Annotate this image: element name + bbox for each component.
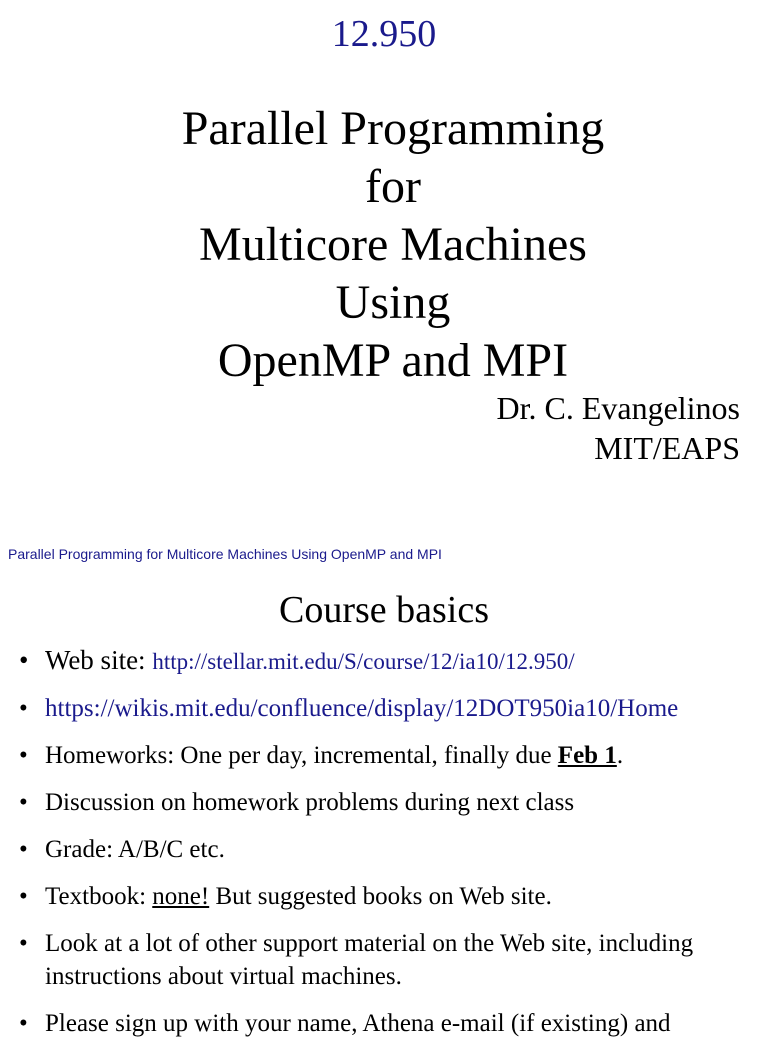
main-title (0, 100, 768, 390)
running-header: Parallel Programming for Multicore Machines Using OpenMP and MPI (8, 546, 442, 562)
title-line: Parallel Programming (181, 102, 605, 155)
web-site-link[interactable]: http://stellar.mit.edu/S/course/12/ia10/12.950/ (152, 649, 575, 674)
homeworks-text: Homeworks: One per day, incremental, finally due (45, 742, 558, 769)
title-line: Multicore Machines (199, 218, 587, 271)
slide-title: Course basics (278, 589, 490, 631)
textbook-none: none! (152, 883, 210, 910)
bullet-web-site (0, 644, 768, 678)
textbook-label: Textbook: (45, 883, 153, 910)
course-number: 12.950 (331, 13, 437, 55)
author-block (496, 388, 740, 468)
wiki-link[interactable]: https://wikis.mit.edu/confluence/display/12DOT950ia10/Home (45, 695, 679, 722)
bullet-textbook (0, 880, 768, 913)
author-name: Dr. C. Evangelinos (496, 390, 740, 426)
bullet-grade: • Grade: A/B/C etc. (0, 833, 768, 866)
bullet-list (0, 644, 768, 1054)
title-slide (0, 0, 768, 500)
bullet-homeworks (0, 739, 768, 772)
homeworks-due-date: Feb 1 (557, 742, 617, 769)
title-line: OpenMP and MPI (217, 334, 569, 387)
textbook-rest: But suggested books on Web site. (209, 883, 552, 910)
title-line: Using (335, 276, 451, 329)
author-affiliation: MIT/EAPS (594, 430, 740, 466)
web-site-label: Web site: (45, 645, 153, 675)
title-line: for (365, 160, 421, 213)
bullet-signup: • Please sign up with your name, Athena e-mail (if existing) and (0, 1007, 768, 1040)
bullet-discussion: • Discussion on homework problems during next class (0, 786, 768, 819)
homeworks-end: . (616, 742, 624, 769)
bullet-support: • Look at a lot of other support material on the Web site, including instructions about virtual machines. (0, 927, 768, 993)
bullet-wiki (0, 692, 768, 725)
